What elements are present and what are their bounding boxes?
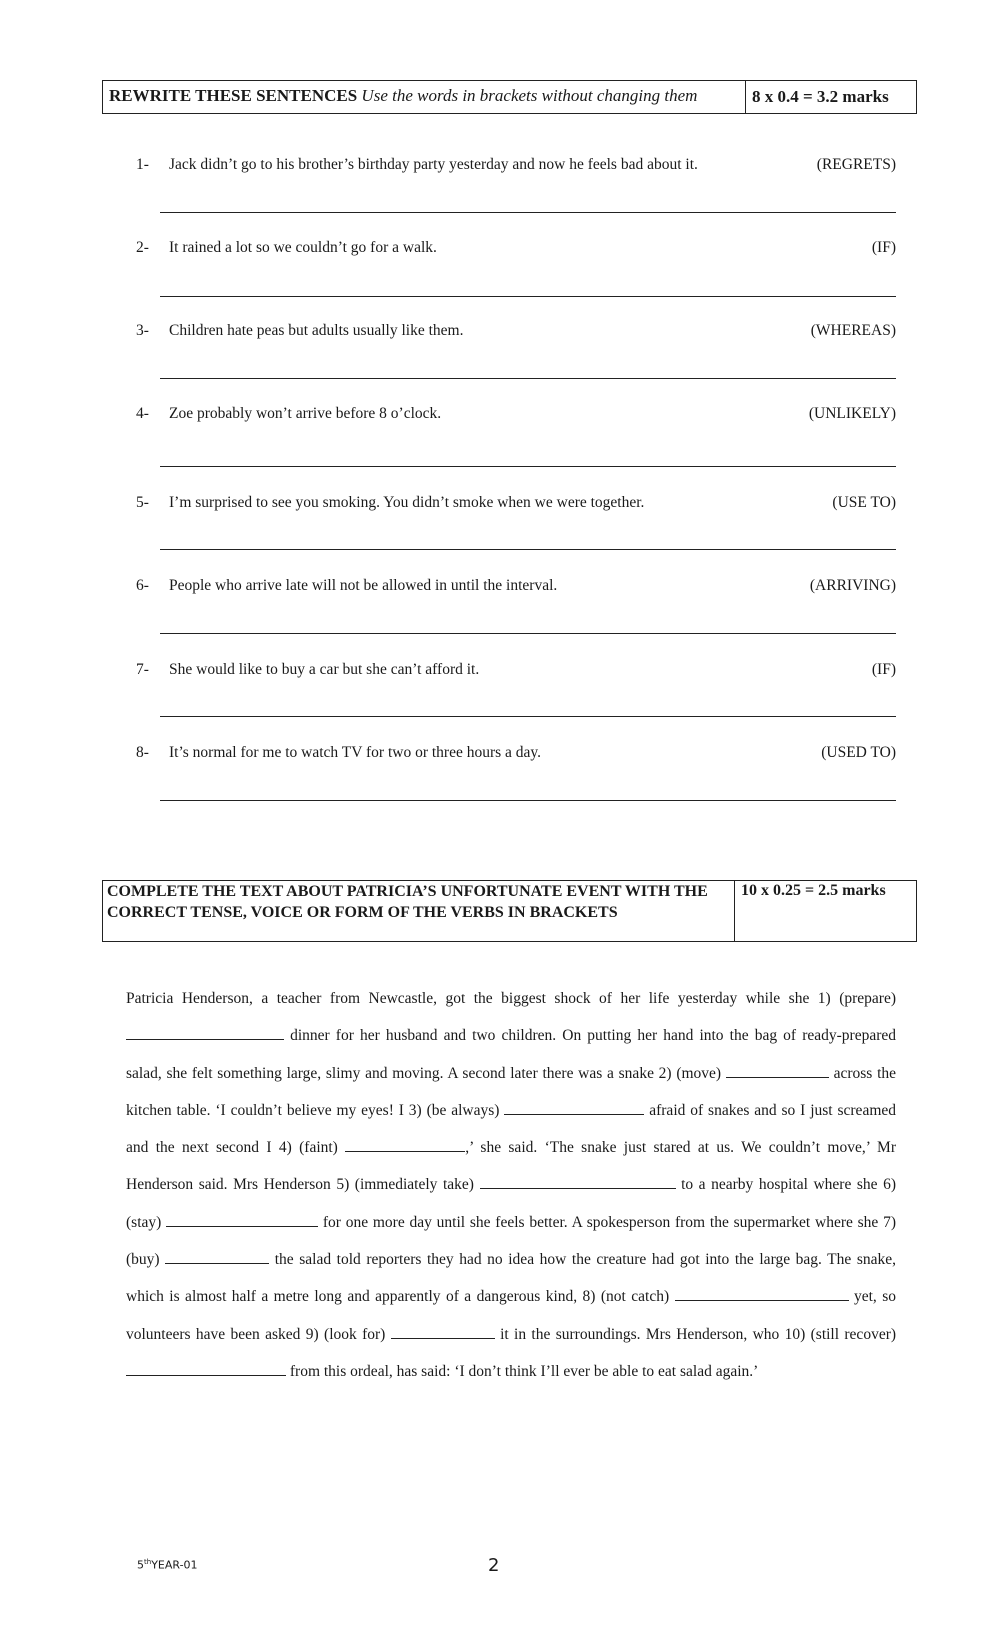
item-number: 6- (136, 577, 149, 594)
footer-code (137, 1558, 198, 1572)
passage-text: for one more day until she feels better. A spokesperson from the supermarket where she 7) (buy) (126, 1213, 896, 1269)
gap-2[interactable] (726, 1063, 829, 1078)
exercise-item-1 (136, 156, 896, 176)
gap-6[interactable] (166, 1212, 318, 1227)
passage-text: dinner for her husband and two children. On putting her hand into the bag of ready-prepared salad, she felt something large, slimy and moving. A second later there was a snake 2) (move) (126, 1027, 896, 1082)
gap-fill-passage (126, 980, 896, 1390)
item-number: 1- (136, 156, 149, 173)
passage-text: to a nearby hospital where she 6) (stay) (126, 1176, 897, 1231)
item-number: 7- (136, 661, 149, 678)
gap-10[interactable] (126, 1361, 286, 1376)
item-sentence: I’m surprised to see you smoking. You didn’t smoke when we were together. (169, 494, 645, 511)
passage-text: the salad told reporters they had no idea how the creature had got into the large bag. The snake, which is almost half a metre long and apparently of a dangerous kind, 8) (not catch) (126, 1251, 897, 1306)
item-keyword: (UNLIKELY) (808, 405, 896, 422)
answer-line-8[interactable] (160, 800, 896, 801)
item-sentence: It rained a lot so we couldn’t go for a walk. (169, 239, 437, 256)
answer-line-6[interactable] (160, 633, 896, 634)
section2-marks: 10 x 0.25 = 2.5 marks (741, 882, 886, 899)
item-sentence: Children hate peas but adults usually like them. (169, 322, 464, 339)
passage-text: afraid of snakes and so I just screamed and the next second I 4) (faint) (126, 1101, 897, 1157)
item-keyword: (REGRETS) (816, 156, 896, 173)
item-keyword: (WHEREAS) (810, 322, 896, 339)
item-sentence: People who arrive late will not be allowed in until the interval. (169, 577, 558, 594)
exercise-item-5 (136, 494, 896, 514)
item-sentence: She would like to buy a car but she can’t afford it. (169, 661, 480, 678)
answer-line-2[interactable] (160, 296, 896, 297)
passage-text: Patricia Henderson, a teacher from Newcastle, got the biggest shock of her life yesterday while she 1) (prepare) (126, 990, 896, 1007)
gap-3[interactable] (504, 1100, 644, 1115)
answer-line-1[interactable] (160, 212, 896, 213)
section1-title: REWRITE THESE SENTENCES (109, 86, 358, 105)
item-keyword: (USE TO) (832, 494, 896, 511)
exercise-item-3 (136, 322, 896, 342)
exercise-item-8 (136, 744, 896, 764)
answer-line-3[interactable] (160, 378, 896, 379)
gap-4[interactable] (345, 1137, 465, 1152)
section1-instruction: Use the words in brackets without changing them (361, 86, 698, 105)
item-sentence: Zoe probably won’t arrive before 8 o’clock. (169, 405, 442, 422)
section2-title: COMPLETE THE TEXT ABOUT PATRICIA’S UNFORTUNATE EVENT WITH THE CORRECT TENSE, VOICE OR FORM OF THE VERBS IN BRACKETS (103, 881, 735, 941)
passage-text: across the kitchen table. ‘I couldn’t believe my eyes! I 3) (be always) (126, 1064, 897, 1119)
footer-code-sup: th (144, 1558, 152, 1566)
page-number: 2 (488, 1555, 500, 1576)
section2-header (102, 880, 917, 942)
item-keyword: (ARRIVING) (809, 577, 896, 594)
footer-code-suffix: YEAR-01 (151, 1558, 198, 1572)
item-keyword: (IF) (871, 661, 896, 678)
section1-heading (103, 81, 746, 113)
exercise-item-6 (136, 577, 896, 597)
gap-9[interactable] (391, 1324, 495, 1339)
footer-code-prefix: 5 (137, 1558, 144, 1572)
gap-7[interactable] (165, 1249, 269, 1264)
section1-header (102, 80, 917, 114)
exercise-item-4 (136, 405, 896, 425)
gap-5[interactable] (480, 1174, 676, 1189)
passage-text: it in the surroundings. Mrs Henderson, who 10) (still recover) (500, 1325, 897, 1343)
passage-text: yet, so volunteers have been asked 9) (look for) (126, 1288, 896, 1343)
item-number: 5- (136, 494, 149, 511)
answer-line-4[interactable] (160, 466, 896, 467)
exercise-item-2 (136, 239, 896, 259)
item-sentence: It’s normal for me to watch TV for two or three hours a day. (169, 744, 542, 761)
passage-text: from this ordeal, has said: ‘I don’t think I’ll ever be able to eat salad again.’ (289, 1362, 759, 1380)
item-sentence: Jack didn’t go to his brother’s birthday party yesterday and now he feels bad about it. (169, 156, 698, 173)
answer-line-5[interactable] (160, 549, 896, 550)
section1-marks: 8 x 0.4 = 3.2 marks (752, 87, 889, 106)
item-keyword: (IF) (871, 239, 896, 256)
gap-1[interactable] (126, 1025, 284, 1040)
gap-8[interactable] (675, 1286, 849, 1301)
item-number: 4- (136, 405, 149, 422)
exercise-item-7 (136, 661, 896, 681)
item-number: 8- (136, 744, 149, 761)
passage-text: ,’ she said. ‘The snake just stared at us. We couldn’t move,’ Mr Henderson said. Mrs Henderson 5) (immediately take) (126, 1139, 897, 1194)
item-number: 3- (136, 322, 149, 339)
answer-line-7[interactable] (160, 716, 896, 717)
item-number: 2- (136, 239, 149, 256)
item-keyword: (USED TO) (821, 744, 896, 761)
